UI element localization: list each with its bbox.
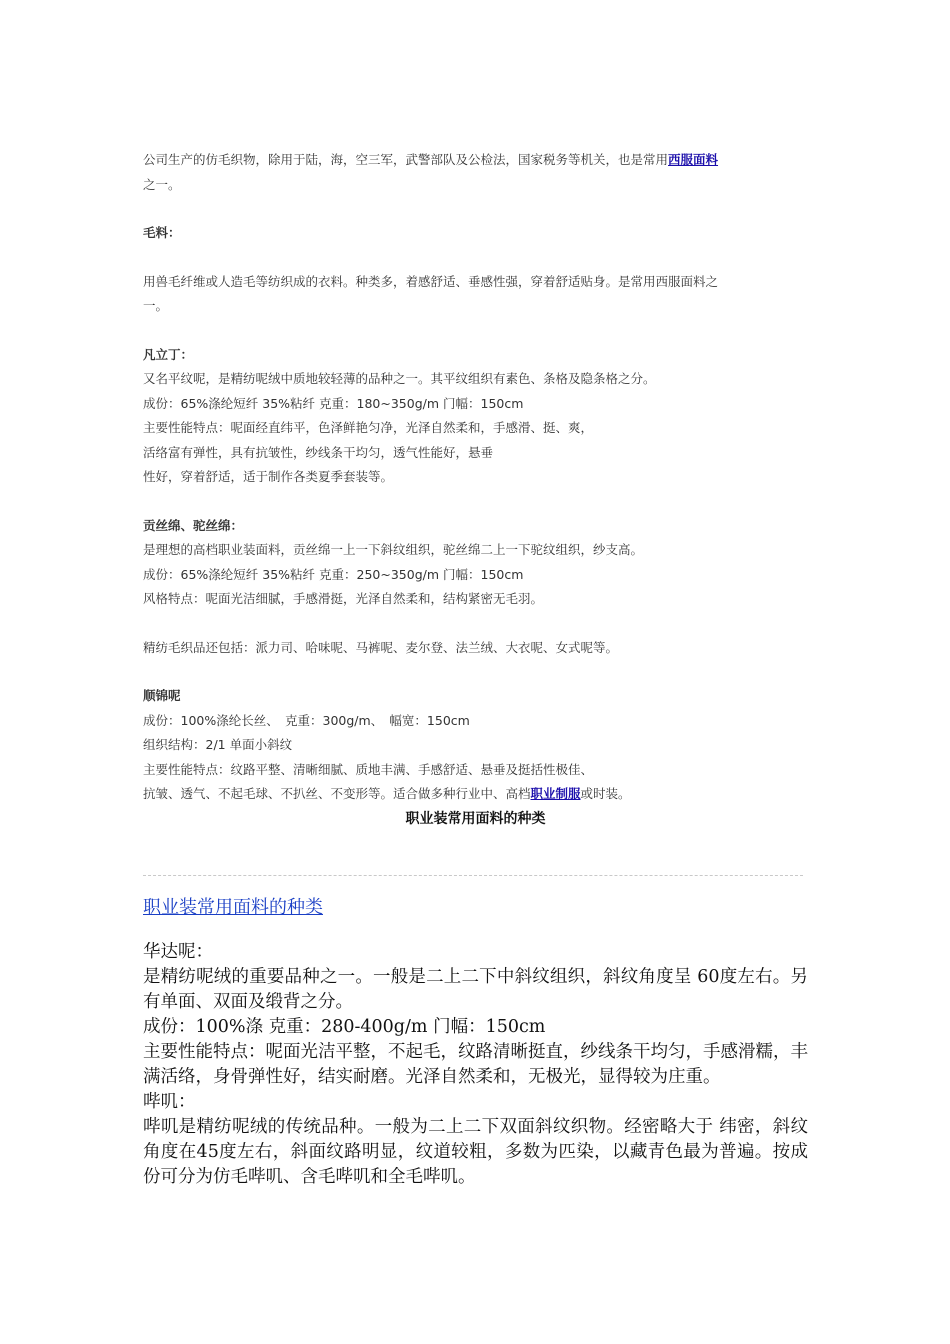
biji-text: 哔叽是精纺呢绒的传统品种。一般为二上二下双面斜纹织物。经密略大于 纬密，斜纹角度在45度左右，斜面纹路明显，纹道较粗，多数为匹染，以藏青色最为普遍。按成份可分为仿毛哔叽、含毛哔叽和全毛哔叽。 [143, 1116, 808, 1187]
fanliding-line3: 主要性能特点：呢面经直纬平，色泽鲜艳匀净，光泽自然柔和，手感滑、挺、爽， [143, 420, 594, 435]
fanliding-line4: 活络富有弹性，具有抗皱性，纱线条干均匀，透气性能好，悬垂 [143, 444, 494, 460]
shunjinni-section [143, 684, 808, 807]
section2-body [143, 940, 808, 1190]
huadani-features: 主要性能特点：呢面光洁平整，不起毛，纹路清晰挺直，纱线条干均匀，手感滑糯，丰满活络，身骨弹性好，结实耐磨。光泽自然柔和，无极光，显得较为庄重。 [143, 1041, 808, 1087]
intro-text: 公司生产的仿毛织物，除用于陆，海，空三军，武警部队及公检法，国家税务等机关，也是常用 [143, 152, 669, 167]
gongsimian-line3: 风格特点：呢面光洁细腻，手感滑挺，光泽自然柔和，结构紧密无毛羽。 [143, 591, 544, 606]
maoliao-heading: 毛料： [143, 225, 181, 240]
maoliao-line1: 用兽毛纤维或人造毛等纺织成的衣料。种类多，着感舒适、垂感性强，穿着舒适贴身。是常用西服面料之 [143, 273, 719, 289]
fanliding-heading: 凡立丁： [143, 346, 194, 362]
gongsimian-section [143, 514, 808, 612]
shunjinni-line4: 抗皱、透气、不起毛球、不扒丝、不变形等。适合做多种行业中、高档 [143, 786, 531, 801]
suit-fabric-link[interactable]: 西服面料 [668, 152, 719, 167]
biji-heading: 哔叽： [143, 1091, 196, 1112]
jingfang-note-text: 精纺毛织品还包括：派力司、哈味呢、马裤呢、麦尔登、法兰绒、大衣呢、女式呢等。 [143, 639, 619, 655]
dashed-divider [143, 875, 803, 876]
document-body [143, 148, 808, 1190]
intro-paragraph [143, 148, 808, 197]
gongsimian-line1: 是理想的高档职业装面料，贡丝绵一上一下斜纹组织，驼丝绵二上一下驼纹组织，纱支高。 [143, 542, 644, 557]
shunjinni-structure: 组织结构：2/1 单面小斜纹 [143, 737, 293, 752]
shunjinni-composition: 成份：100%涤纶长丝、 克重：300g/m、 幅宽：150cm [143, 712, 470, 728]
maoliao-section [143, 221, 808, 319]
jingfang-note [143, 636, 808, 661]
shunjinni-line4-tail: 或时装。 [580, 786, 631, 801]
maoliao-line2: 一。 [143, 298, 169, 313]
shunjinni-heading: 顺锦呢 [143, 688, 181, 703]
uniform-link[interactable]: 职业制服 [530, 786, 581, 801]
huadani-heading: 华达呢： [143, 941, 213, 962]
section-title-link[interactable]: 职业装常用面料的种类 [143, 896, 323, 918]
huadani-composition: 成份：100%涤 克重：280-400g/m 门幅：150cm [143, 1016, 546, 1037]
fanliding-composition: 成份：65%涤纶短纤 35%粘纤 克重：180~350g/m 门幅：150cm [143, 395, 524, 411]
fanliding-section [143, 343, 808, 490]
fanliding-line5: 性好，穿着舒适，适于制作各类夏季套装等。 [143, 469, 394, 484]
gongsimian-composition: 成份：65%涤纶短纤 35%粘纤 克重：250~350g/m 门幅：150cm [143, 566, 524, 582]
shunjinni-line3: 主要性能特点：纹路平整、清晰细腻、质地丰满、手感舒适、悬垂及挺括性极佳、 [143, 761, 594, 777]
fanliding-line1: 又名平纹呢，是精纺呢绒中质地较轻薄的品种之一。其平纹组织有素色、条格及隐条格之分。 [143, 371, 656, 386]
huadani-line1: 是精纺呢绒的重要品种之一。一般是二上二下中斜纹组织，斜纹角度呈 60度左右。另有单面、双面及缎背之分。 [143, 966, 808, 1012]
gongsimian-heading: 贡丝绵、驼丝绵： [143, 517, 244, 533]
center-title: 职业装常用面料的种类 [405, 810, 546, 827]
intro-line2: 之一。 [143, 176, 181, 192]
